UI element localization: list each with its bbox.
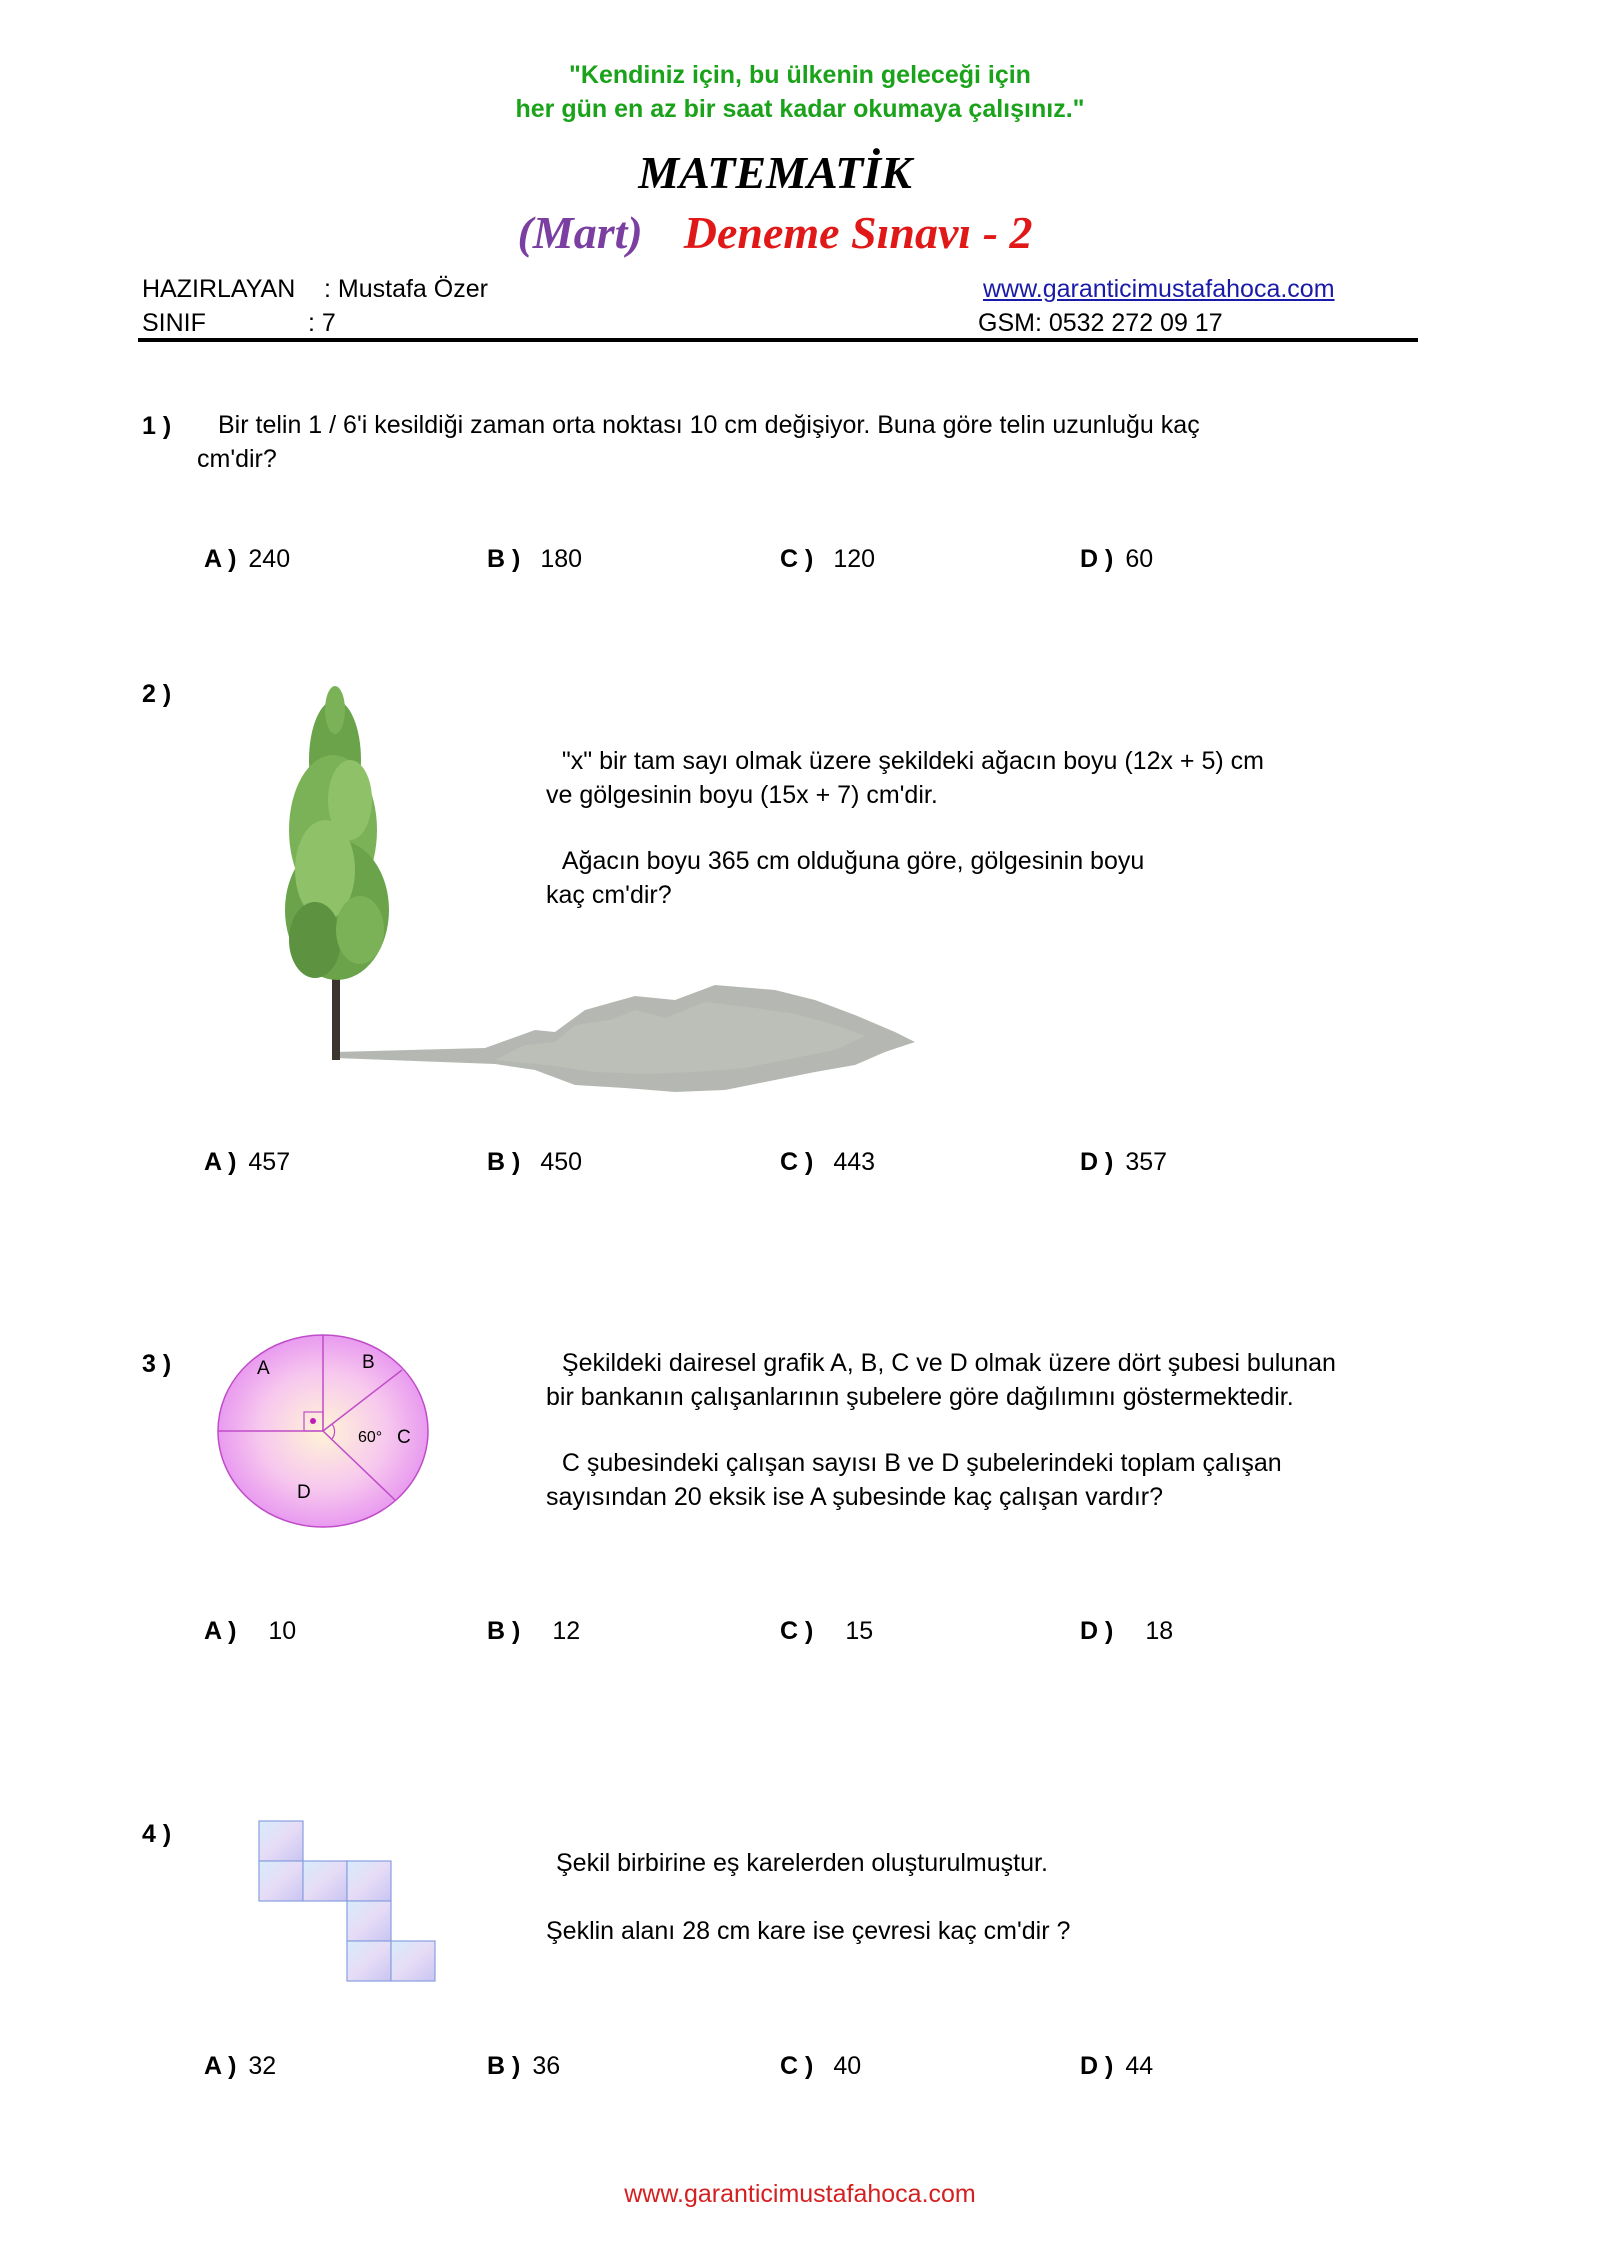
exam-label: Deneme Sınavı - 2: [683, 207, 1033, 258]
question-3-paragraph-2-line-2: sayısından 20 eksik ise A şubesinde kaç çalışan vardır?: [546, 1483, 1164, 1511]
question-3-paragraph-2-line-1: C şubesindeki çalışan sayısı B ve D şubelerindeki toplam çalışan: [561, 1449, 1282, 1477]
question-3-option-b[interactable]: B ) 12: [487, 1617, 581, 1645]
month-label: (Mart): [517, 207, 643, 258]
pie-chart-figure: [212, 1328, 438, 1534]
page-subtitle: [0, 206, 1550, 259]
question-4-option-b[interactable]: B ) 36: [487, 2052, 561, 2080]
prepared-by-label: HAZIRLAYAN: [142, 275, 296, 303]
question-2-number: 2 ): [142, 680, 172, 708]
question-3-option-d[interactable]: D ) 18: [1080, 1617, 1174, 1645]
unit-square: [347, 1941, 391, 1981]
class-label: SINIF: [142, 309, 206, 337]
question-3-number: 3 ): [142, 1350, 172, 1378]
tree-foliage: [285, 686, 389, 980]
question-2-option-a[interactable]: A ) 457: [204, 1148, 291, 1176]
question-4-option-d[interactable]: D ) 44: [1080, 2052, 1154, 2080]
unit-square: [347, 1901, 391, 1941]
question-4-number: 4 ): [142, 1820, 172, 1848]
header-divider: [138, 338, 1418, 342]
question-2-paragraph-2-line-2: kaç cm'dir?: [546, 881, 672, 909]
gsm-number: GSM: 0532 272 09 17: [978, 309, 1223, 337]
question-2-paragraph-1-line-1: "x" bir tam sayı olmak üzere şekildeki ağacın boyu (12x + 5) cm: [561, 747, 1264, 775]
question-3-paragraph-1-line-1: Şekildeki dairesel grafik A, B, C ve D olmak üzere dört şubesi bulunan: [561, 1349, 1336, 1377]
question-2-option-c[interactable]: C ) 443: [780, 1148, 876, 1176]
question-3-option-c[interactable]: C ) 15: [780, 1617, 874, 1645]
question-1-option-a[interactable]: A ) 240: [204, 545, 291, 573]
pie-label-d: D: [297, 1482, 311, 1503]
page-title: MATEMATİK: [638, 147, 912, 198]
question-4-option-a[interactable]: A ) 32: [204, 2052, 277, 2080]
question-2-paragraph-1-line-2: ve gölgesinin boyu (15x + 7) cm'dir.: [546, 781, 938, 809]
question-2-option-b[interactable]: B ) 450: [487, 1148, 583, 1176]
question-2-option-d[interactable]: D ) 357: [1080, 1148, 1168, 1176]
question-1-option-c[interactable]: C ) 120: [780, 545, 876, 573]
motto-line-1: "Kendiniz için, bu ülkenin geleceği için: [569, 61, 1031, 89]
tree-shadow: [335, 985, 915, 1092]
pie-label-c: C: [397, 1427, 411, 1448]
square-shape-figure: [256, 1818, 442, 1988]
question-1-option-b[interactable]: B ) 180: [487, 545, 583, 573]
footer-website[interactable]: www.garanticimustafahoca.com: [624, 2180, 976, 2208]
pie-label-b: B: [362, 1352, 375, 1373]
unit-square: [347, 1861, 391, 1901]
unit-square: [259, 1861, 303, 1901]
question-4-text-line-2: Şeklin alanı 28 cm kare ise çevresi kaç cm'dir ?: [546, 1917, 1071, 1945]
question-1-text-line-2: cm'dir?: [197, 445, 277, 473]
unit-square: [391, 1941, 435, 1981]
question-1-number: 1 ): [142, 412, 172, 440]
pie-label-a: A: [257, 1358, 270, 1379]
motto-line-2: her gün en az bir saat kadar okumaya çalışınız.": [515, 95, 1085, 123]
question-4-option-c[interactable]: C ) 40: [780, 2052, 862, 2080]
unit-square: [303, 1861, 347, 1901]
unit-square: [259, 1821, 303, 1861]
class-value: : 7: [308, 309, 336, 337]
question-1-text-line-1: Bir telin 1 / 6'i kesildiği zaman orta noktası 10 cm değişiyor. Buna göre telin uzunluğu kaç: [218, 411, 1200, 439]
question-3-option-a[interactable]: A ) 10: [204, 1617, 297, 1645]
pie-angle-label: 60°: [358, 1429, 383, 1446]
question-3-paragraph-1-line-2: bir bankanın çalışanlarının şubelere göre dağılımını göstermektedir.: [546, 1383, 1294, 1411]
question-2-paragraph-2-line-1: Ağacın boyu 365 cm olduğuna göre, gölgesinin boyu: [561, 847, 1145, 875]
website-link[interactable]: www.garanticimustafahoca.com: [983, 275, 1335, 303]
question-4-text-line-1: Şekil birbirine eş karelerden oluşturulmuştur.: [556, 1849, 1048, 1877]
prepared-by-value: : Mustafa Özer: [324, 275, 488, 303]
question-1-option-d[interactable]: D ) 60: [1080, 545, 1154, 573]
